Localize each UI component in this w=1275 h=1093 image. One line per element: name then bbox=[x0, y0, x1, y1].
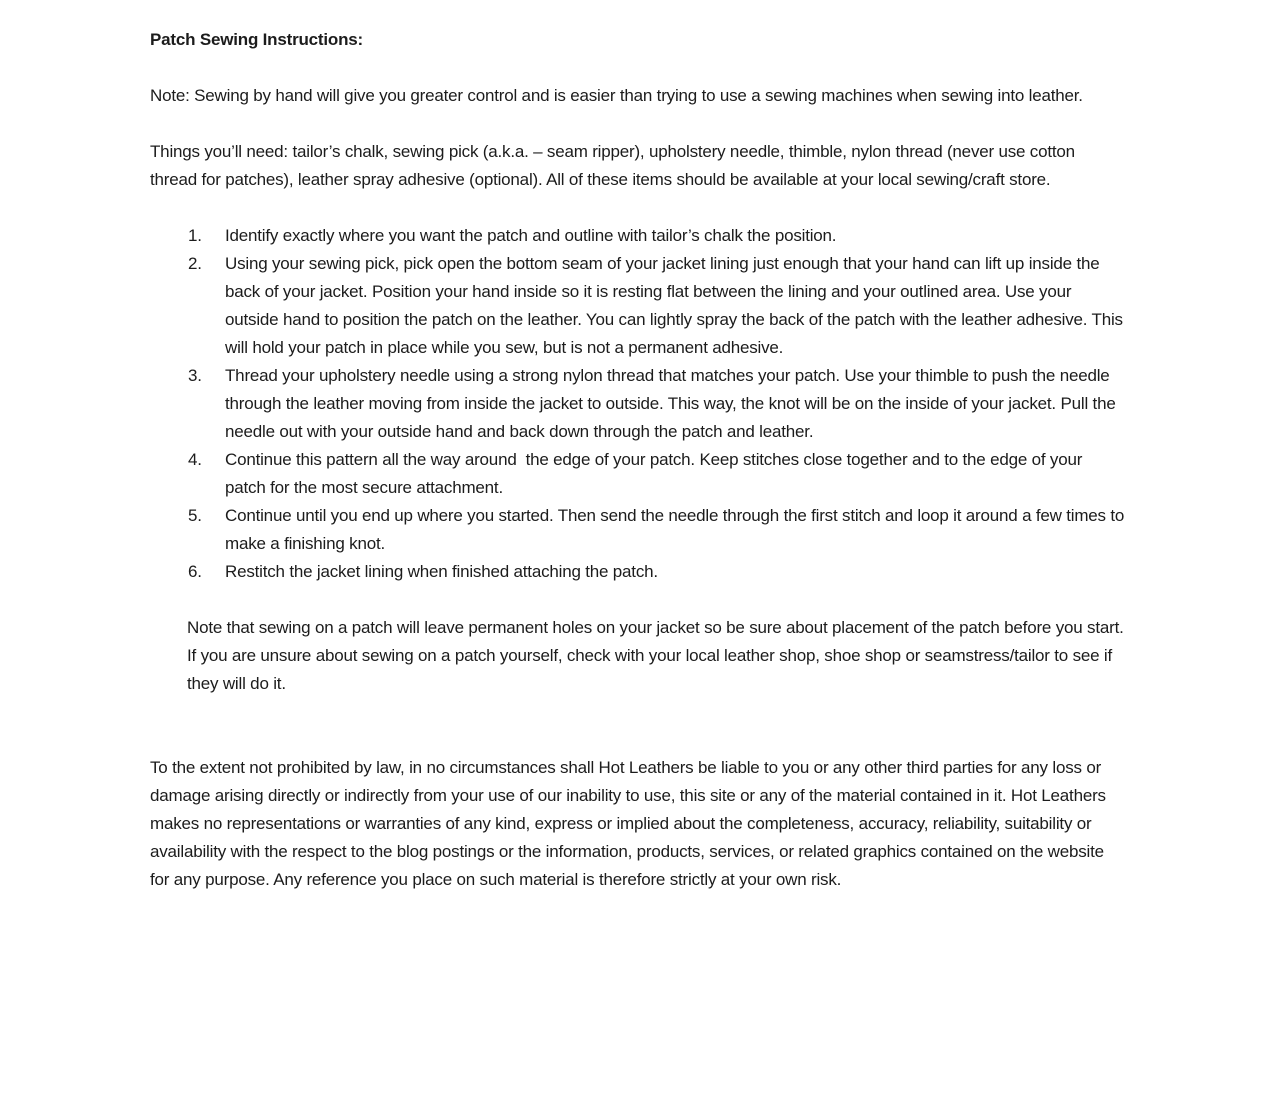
placement-note-paragraph: Note that sewing on a patch will leave permanent holes on your jacket so be sure about placement of the patch before you start. bbox=[187, 618, 1124, 637]
page-title: Patch Sewing Instructions: bbox=[150, 30, 363, 49]
list-item: Continue until you end up where you started. Then send the needle through the first stitch and loop it around a few times to make a finishing knot. bbox=[225, 506, 1129, 553]
disclaimer-paragraph: To the extent not prohibited by law, in no circumstances shall Hot Leathers be liable to you or any other third parties for any loss or damage arising directly or indirectly from your use of our inability to use, this site or any of the material contained in it. Hot Leathers makes no representations or warranties of any kind, express or implied about the completeness, accuracy, reliability, suitability or availability with the respect to the blog postings or the information, products, services, or related graphics contained on the website for any purpose. Any reference you place on such material is therefore strictly at your own risk. bbox=[150, 758, 1111, 889]
list-item: Thread your upholstery needle using a strong nylon thread that matches your patch. Use your thimble to push the needle through the leather moving from inside the jacket to outside. This way, the knot will be on the inside of your jacket. Pull the needle out with your outside hand and back down through the patch and leather. bbox=[225, 366, 1121, 441]
things-needed-paragraph: Things you’ll need: tailor’s chalk, sewing pick (a.k.a. – seam ripper), upholstery needle, thimble, nylon thread (never use cotton thread for patches), leather spray adhesive (optional). All of these items should be available at your local sewing/craft store. bbox=[150, 142, 1080, 189]
list-item: Continue this pattern all the way around the edge of your patch. Keep stitches close together and to the edge of your patch for the most secure attachment. bbox=[225, 450, 1087, 497]
notes-block bbox=[187, 614, 1125, 698]
instruction-steps-list bbox=[150, 222, 1129, 586]
list-item: Identify exactly where you want the patch and outline with tailor’s chalk the position. bbox=[225, 226, 837, 245]
list-item: Using your sewing pick, pick open the bottom seam of your jacket lining just enough that your hand can lift up inside the back of your jacket. Position your hand inside so it is resting flat between the lining and your outlined area. Use your outside hand to position the patch on the leather. You can lightly spray the back of the patch with the leather adhesive. This will hold your patch in place while you sew, but is not a permanent adhesive. bbox=[225, 254, 1128, 357]
list-item: Restitch the jacket lining when finished attaching the patch. bbox=[225, 562, 658, 581]
unsure-note-paragraph: If you are unsure about sewing on a patch yourself, check with your local leather shop, shoe shop or seamstress/tailor to see if they will do it. bbox=[187, 646, 1117, 693]
intro-note-paragraph: Note: Sewing by hand will give you greater control and is easier than trying to use a sewing machines when sewing into leather. bbox=[150, 86, 1083, 105]
